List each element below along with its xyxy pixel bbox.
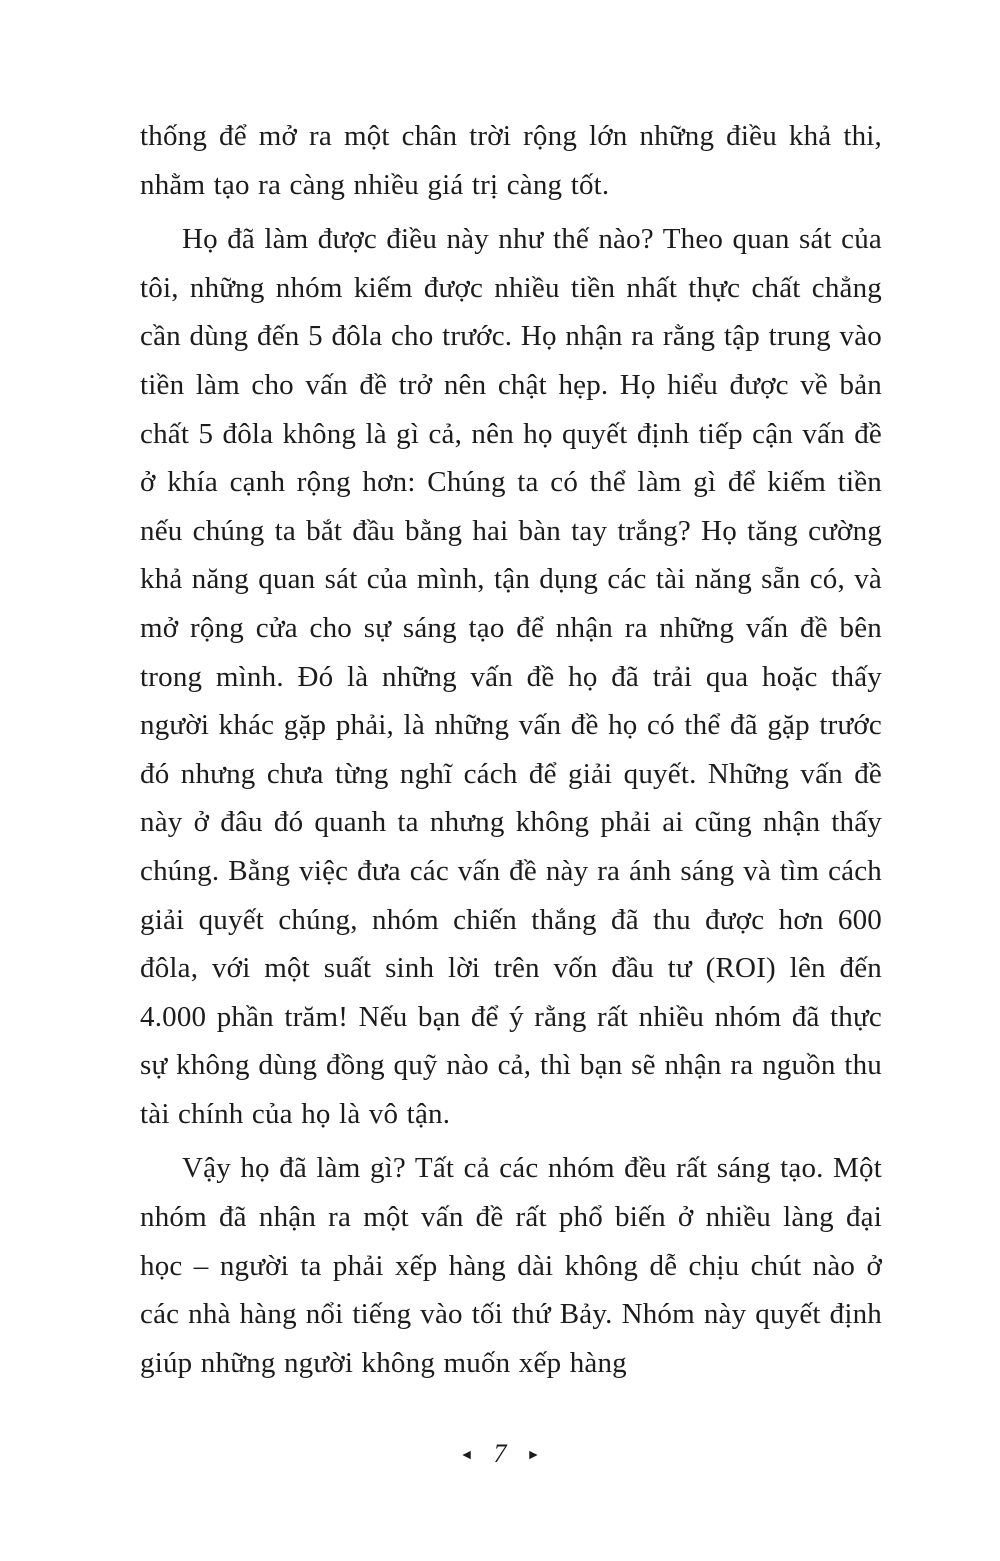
next-page-arrow-icon: ► xyxy=(526,1448,541,1463)
page-footer xyxy=(0,1439,1000,1469)
paragraph-body: Vậy họ đã làm gì? Tất cả các nhóm đều rất sáng tạo. Một nhóm đã nhận ra một vấn đề rất phổ biến ở nhiều làng đại học – người ta phải xếp hàng dài không dễ chịu chút nào ở các nhà hàng nổi tiếng vào tối thứ Bảy. Nhóm này quyết định giúp những người không muốn xếp hàng xyxy=(140,1152,882,1379)
paragraph-body: Họ đã làm được điều này như thế nào? Theo quan sát của tôi, những nhóm kiếm được nhiều tiền nhất thực chất chẳng cần dùng đến 5 đôla cho trước. Họ nhận ra rằng tập trung vào tiền làm cho vấn đề trở nên chật hẹp. Họ hiểu được về bản chất 5 đôla không là gì cả, nên họ quyết định tiếp cận vấn đề ở khía cạnh rộng hơn: Chúng ta có thể làm gì để kiếm tiền nếu chúng ta bắt đầu bằng hai bàn tay trắng? Họ tăng cường khả năng quan sát của mình, tận dụng các tài năng sẵn có, và mở rộng cửa cho sự sáng tạo để nhận ra những vấn đề bên trong mình. Đó là những vấn đề họ đã trải qua hoặc thấy người khác gặp phải, là những vấn đề họ có thể đã gặp trước đó nhưng chưa từng nghĩ cách để giải quyết. Những vấn đề này ở đâu đó quanh ta nhưng không phải ai cũng nhận thấy chúng. Bằng việc đưa các vấn đề này ra ánh sáng và tìm cách giải quyết chúng, nhóm chiến thắng đã thu được hơn 600 đôla, với một suất sinh lời trên vốn đầu tư (ROI) lên đến 4.000 phần trăm! Nếu bạn để ý rằng rất nhiều nhóm đã thực sự không dùng đồng quỹ nào cả, thì bạn sẽ nhận ra nguồn thu tài chính của họ là vô tận. xyxy=(140,223,882,1130)
page-number: 7 xyxy=(493,1439,507,1468)
paragraph-continuation: thống để mở ra một chân trời rộng lớn những điều khả thi, nhằm tạo ra càng nhiều giá trị càng tốt. xyxy=(140,120,882,201)
page-text-block xyxy=(140,112,882,1387)
prev-page-arrow-icon: ◄ xyxy=(459,1448,474,1463)
